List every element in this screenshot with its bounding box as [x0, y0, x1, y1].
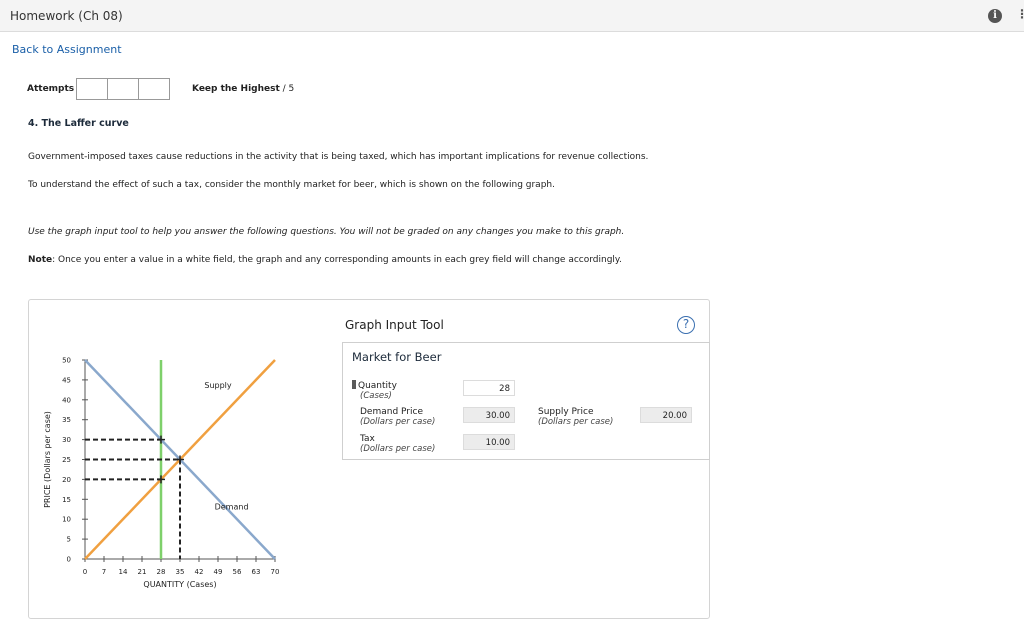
- window-title: Homework (Ch 08): [10, 9, 123, 23]
- demand-price-field: 30.00: [463, 407, 515, 423]
- x-tick-label: 28: [156, 568, 166, 576]
- attempt-box: [107, 78, 139, 100]
- y-tick-label: 0: [66, 555, 71, 564]
- instruction-paragraph: Use the graph input tool to help you answer the following questions. You will not be graded on any changes you make to this graph.: [28, 227, 625, 237]
- y-tick-label: 25: [62, 456, 71, 464]
- y-tick-label: 40: [62, 396, 71, 405]
- attempt-box: [138, 78, 170, 100]
- y-tick-label: 35: [62, 416, 71, 425]
- info-icon[interactable]: i: [988, 9, 1002, 23]
- demand-curve-label: Demand: [214, 502, 249, 512]
- tax-field: 10.00: [463, 434, 515, 450]
- help-icon[interactable]: ?: [677, 316, 695, 334]
- back-to-assignment-link[interactable]: Back to Assignment: [12, 43, 122, 56]
- y-tick-label: 15: [62, 495, 71, 504]
- question-title: 4. The Laffer curve: [28, 118, 129, 129]
- y-tick-label: 20: [62, 475, 71, 484]
- x-tick-label: 42: [194, 568, 204, 576]
- x-axis-label: QUANTITY (Cases): [143, 580, 217, 589]
- x-tick-label: 35: [175, 568, 185, 576]
- y-tick-label: 30: [62, 436, 71, 445]
- x-tick-label: 21: [137, 568, 147, 576]
- supply-price-unit: (Dollars per case): [538, 417, 614, 427]
- quantity-label: Quantity (Cases): [352, 380, 397, 401]
- y-tick-label: 45: [62, 376, 71, 385]
- keep-highest-text: Keep the Highest / 5: [192, 84, 295, 94]
- attempts-label: Attempts: [27, 84, 75, 94]
- context-paragraph: To understand the effect of such a tax, consider the monthly market for beer, which is shown on the following graph.: [28, 180, 555, 190]
- supply-price-label: Supply Price (Dollars per case): [538, 407, 614, 427]
- attempts-tracker: [27, 78, 170, 100]
- x-tick-label: 63: [251, 568, 261, 576]
- x-tick-label: 56: [232, 568, 242, 576]
- tax-label: Tax (Dollars per case): [360, 434, 436, 454]
- x-tick-label: 0: [82, 568, 88, 576]
- intro-paragraph: Government-imposed taxes cause reductions in the activity that is being taxed, which has important implications for revenue collections.: [28, 152, 649, 162]
- tax-unit: (Dollars per case): [360, 444, 436, 454]
- title-bar: [0, 0, 1028, 32]
- y-tick-label: 50: [62, 356, 71, 365]
- x-tick-label: 49: [213, 568, 223, 576]
- quantity-unit: (Cases): [360, 391, 392, 401]
- market-title: Market for Beer: [352, 350, 442, 364]
- more-options-icon[interactable]: ⋮: [1016, 7, 1028, 21]
- note-paragraph: Note: Once you enter a value in a white field, the graph and any corresponding amounts in each grey field will change accordingly.: [28, 255, 622, 265]
- graph-input-tool-title: Graph Input Tool: [345, 318, 444, 332]
- x-tick-label: 7: [101, 568, 107, 576]
- y-tick-label: 10: [62, 515, 71, 524]
- market-chart[interactable]: [30, 350, 330, 600]
- demand-price-label: Demand Price (Dollars per case): [360, 407, 436, 427]
- y-axis-label: PRICE (Dollars per case): [43, 411, 52, 508]
- attempt-box: [76, 78, 108, 100]
- x-tick-label: 14: [118, 568, 128, 576]
- quantity-swatch: [352, 380, 356, 389]
- supply-curve-label: Supply: [204, 380, 232, 390]
- y-tick-label: 5: [66, 535, 71, 544]
- demand-price-unit: (Dollars per case): [360, 417, 436, 427]
- x-tick-label: 70: [270, 568, 280, 576]
- quantity-input[interactable]: 28: [463, 380, 515, 396]
- supply-price-field: 20.00: [640, 407, 692, 423]
